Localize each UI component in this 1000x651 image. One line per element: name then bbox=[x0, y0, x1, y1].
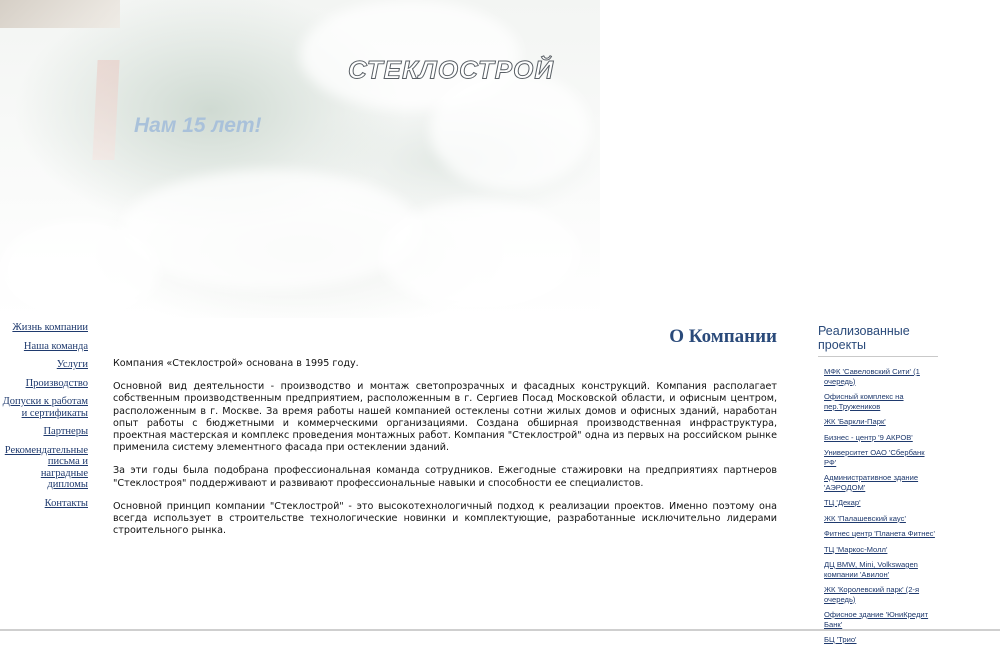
banner-crane-beam bbox=[92, 60, 119, 160]
cloud-shape bbox=[380, 200, 580, 310]
team-paragraph: За эти годы была подобрана профессиональная команда сотрудников. Ежегодные стажировки на предприятиях партнеров "Стеклостроя" поддерживают и развивают профессиональные навыки и способности ее специалистов. bbox=[113, 465, 777, 489]
project-link[interactable]: ЖК 'Королевский парк' (2-я очередь) bbox=[824, 585, 920, 604]
main-content bbox=[113, 322, 777, 548]
banner-roof-corner bbox=[0, 0, 120, 28]
cloud-shape bbox=[430, 70, 590, 190]
project-link[interactable]: Университет ОАО 'Сбербанк РФ' bbox=[824, 448, 925, 467]
projects-sidebar bbox=[818, 324, 938, 651]
project-link[interactable]: БЦ 'Трио' bbox=[824, 635, 857, 644]
project-link[interactable]: Фитнес центр 'Планета Фитнес' bbox=[824, 529, 935, 538]
project-link[interactable]: Административное здание 'АЭРОДОМ' bbox=[824, 473, 919, 492]
project-link[interactable]: Офисное здание 'ЮниКредит Банк' bbox=[824, 610, 929, 629]
intro-paragraph: Компания «Стеклострой» основана в 1995 году. bbox=[113, 358, 359, 369]
nav-item-certificates[interactable]: Допуски к работам и сертификаты bbox=[2, 396, 88, 419]
project-link[interactable]: ЖК 'Баркли-Парк' bbox=[824, 417, 886, 426]
project-link[interactable]: МФК 'Савеловский Сити' (1 очередь) bbox=[824, 367, 920, 386]
projects-heading: Реализованные проекты bbox=[818, 324, 938, 357]
projects-list bbox=[818, 367, 938, 645]
project-link[interactable]: Бизнес - центр '9 АКРОВ' bbox=[824, 432, 913, 442]
cloud-shape bbox=[120, 170, 420, 290]
nav-item-company-life[interactable]: Жизнь компании bbox=[12, 322, 88, 333]
nav-item-production[interactable]: Производство bbox=[25, 377, 88, 389]
left-navigation bbox=[0, 322, 88, 516]
nav-item-partners[interactable]: Партнеры bbox=[43, 426, 88, 437]
project-link[interactable]: ТЦ 'Декар' bbox=[824, 498, 861, 507]
brand-logo: СТЕКЛОСТРОЙ bbox=[348, 55, 555, 85]
nav-item-services[interactable]: Услуги bbox=[56, 359, 88, 370]
project-link[interactable]: ЖК 'Палашевский каус' bbox=[824, 513, 906, 523]
nav-item-team[interactable]: Наша команда bbox=[23, 340, 88, 352]
activity-paragraph: Основной вид деятельности - производство и монтаж светопрозрачных и фасадных конструкций. Компания располагает собственным производственным предприятием, расположенным в г. Сергиев Посад Московской области, и офисным центром, расположенным в г. Москве. За время работы нашей компанией остеклены сотни жилых домов и офисных зданий, наработан опыт работы с бюджетными и коммерческими организациями. Создана обширная производственная инфраструктура, проектная мастерская и комплекс проведения монтажных работ. Компания "Стеклострой" одна из первых на российском рынке применила систему элементного фасада при остеклении зданий. bbox=[113, 381, 777, 454]
principle-paragraph: Основной принцип компании "Стеклострой" - это высокотехнологичный подход к реализации проектов. Именно поэтому она всегда использует в строительстве технологические новинки и комплектующие, разработанные исключительно лидерами строительного рынка. bbox=[113, 500, 777, 537]
project-link[interactable]: Офисный комплекс на пер.Тружеников bbox=[824, 392, 904, 411]
page-title: О Компании bbox=[669, 326, 777, 347]
anniversary-slogan: Нам 15 лет! bbox=[134, 114, 262, 137]
project-link[interactable]: ТЦ 'Маркос-Молл' bbox=[824, 544, 888, 554]
cloud-shape bbox=[0, 220, 160, 318]
header-banner bbox=[0, 0, 600, 318]
project-link[interactable]: ДЦ BMW, Mini, Volkswagen компании 'Авилон' bbox=[824, 560, 918, 579]
nav-item-recommendations[interactable]: Рекомендательные письма и наградные дипломы bbox=[4, 444, 88, 490]
nav-item-contacts[interactable]: Контакты bbox=[44, 497, 88, 509]
